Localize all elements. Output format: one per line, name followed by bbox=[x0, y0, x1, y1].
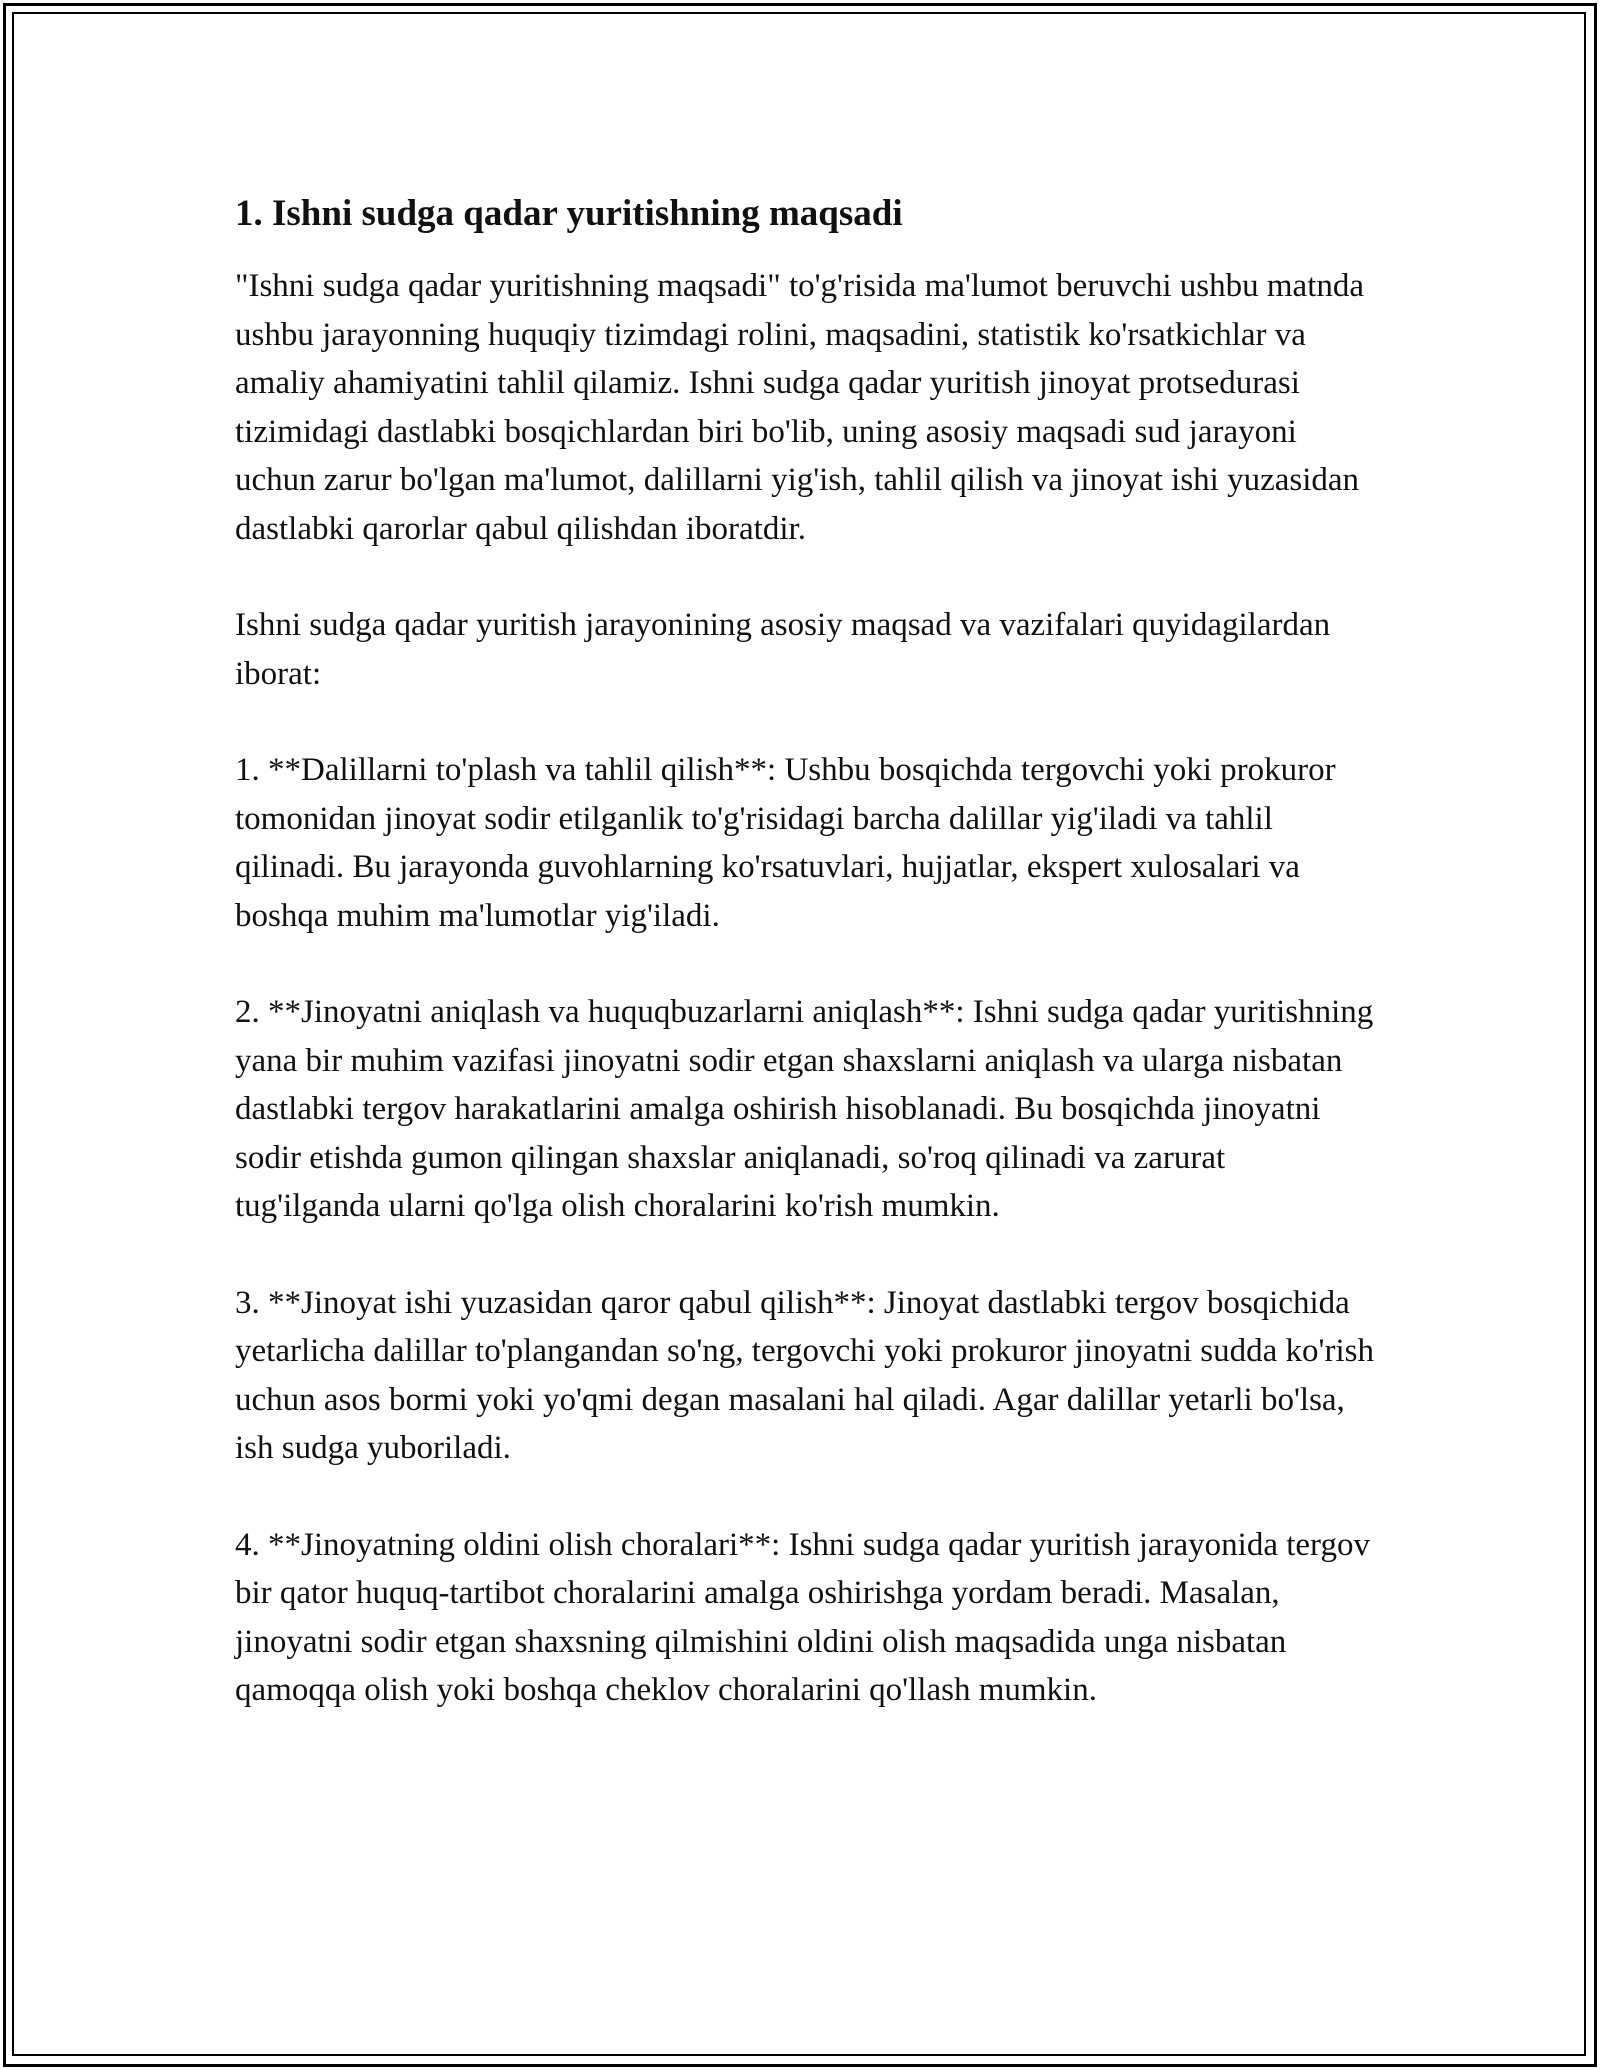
paragraph-item-4: 4. **Jinoyatning oldini olish choralari**: Ishni sudga qadar yuritish jarayonida tergov bir qator huquq-tartibot choralarini amalga oshirishga yordam beradi. Masalan, jinoyatni sodir etgan shaxsning qilmishini oldini olish maqsadida unga nisbatan qamoqqa olish yoki boshqa cheklov choralarini qo'llash mumkin. bbox=[235, 1526, 1370, 1708]
document-heading: 1. Ishni sudga qadar yuritishning maqsadi bbox=[235, 193, 903, 234]
paragraph-item-3: 3. **Jinoyat ishi yuzasidan qaror qabul qilish**: Jinoyat dastlabki tergov bosqichida yetarlicha dalillar to'plangandan so'ng, tergovchi yoki prokuror jinoyatni sudda ko'rish uchun asos bormi yoki yo'qmi degan masalani hal qiladi. Agar dalillar yetarli bo'lsa, ish sudga yuboriladi. bbox=[235, 1284, 1374, 1466]
paragraph-item-2: 2. **Jinoyatni aniqlash va huquqbuzarlarni aniqlash**: Ishni sudga qadar yuritishning yana bir muhim vazifasi jinoyatni sodir etgan shaxslarni aniqlash va ularga nisbatan dastlabki tergov harakatlarini amalga oshirish hisoblanadi. Bu bosqichda jinoyatni sodir etishda gumon qilingan shaxslar aniqlanadi, so'roq qilinadi va zarurat tug'ilganda ularni qo'lga olish choralarini ko'rish mumkin. bbox=[235, 994, 1374, 1224]
paragraph-list-intro: Ishni sudga qadar yuritish jarayonining asosiy maqsad va vazifalari quyidagilardan iborat: bbox=[235, 607, 1331, 692]
paragraph-item-1: 1. **Dalillarni to'plash va tahlil qilish**: Ushbu bosqichda tergovchi yoki prokuror tomonidan jinoyat sodir etilganlik to'g'risidagi barcha dalillar yig'iladi va tahlil qilinadi. Bu jarayonda guvohlarning ko'rsatuvlari, hujjatlar, ekspert xulosalari va boshqa muhim ma'lumotlar yig'iladi. bbox=[235, 752, 1336, 934]
paragraph-intro: "Ishni sudga qadar yuritishning maqsadi" to'g'risida ma'lumot beruvchi ushbu matnda ushbu jarayonning huquqiy tizimdagi rolini, maqsadini, statistik ko'rsatkichlar va amaliy ahamiyatini tahlil qilamiz. Ishni sudga qadar yuritish jinoyat protsedurasi tizimidagi dastlabki bosqichlardan biri bo'lib, uning asosiy maqsadi sud jarayoni uchun zarur bo'lgan ma'lumot, dalillarni yig'ish, tahlil qilish va jinoyat ishi yuzasidan dastlabki qarorlar qabul qilishdan iboratdir. bbox=[235, 268, 1365, 547]
document-body bbox=[235, 188, 1375, 1763]
